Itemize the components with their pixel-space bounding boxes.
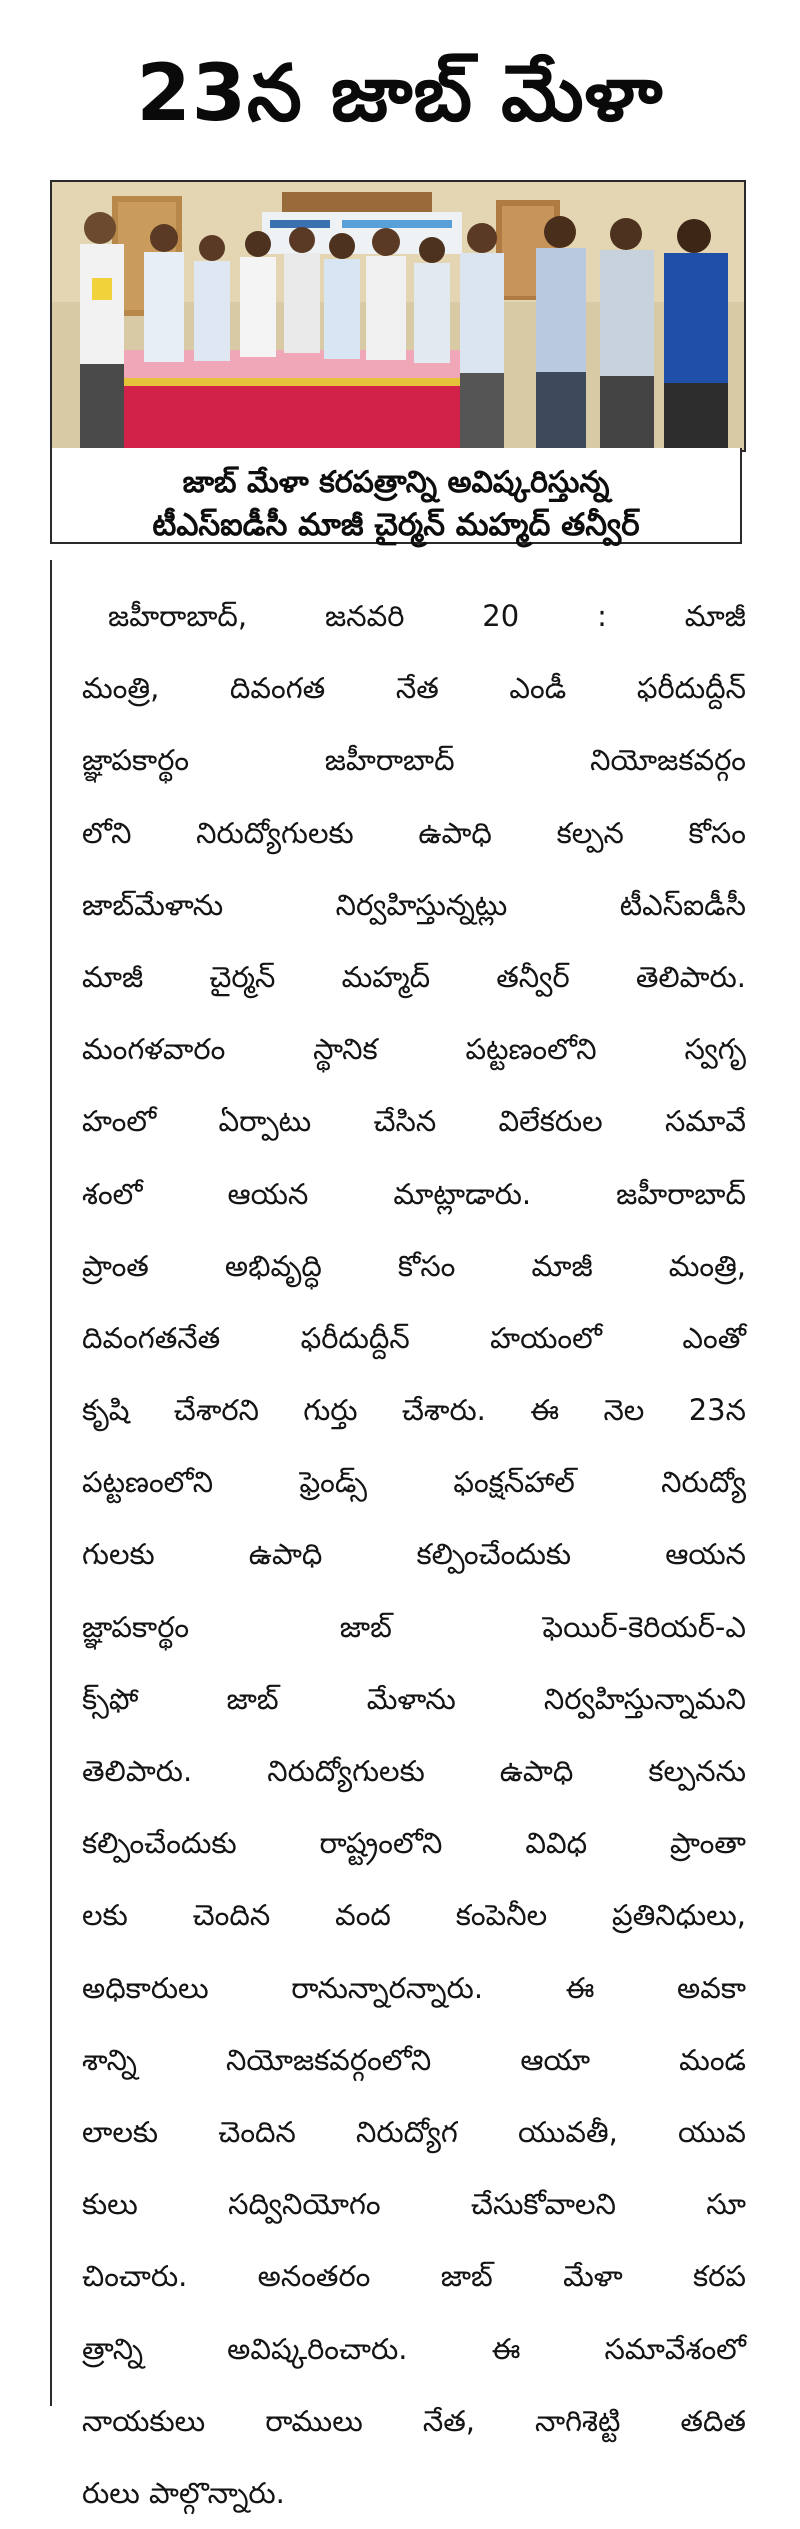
article-line: తెలిపారు. నిరుద్యోగులకు ఉపాధి కల్పనను: [82, 1754, 746, 1788]
caption-line-1: జాబ్ మేళా కరపత్రాన్ని అవిష్కరిస్తున్న: [182, 465, 610, 500]
photo-caption: [50, 448, 742, 544]
article-line: అధికారులు రానున్నారన్నారు. ఈ అవకా: [82, 1970, 746, 2005]
article-line: నాయకులు రాములు నేత, నాగిశెట్టి తదిత: [82, 2403, 746, 2438]
article-line: మాజీ చైర్మన్ మహ్మద్ తన్వీర్ తెలిపారు.: [82, 959, 746, 994]
article-line: హంలో ఏర్పాటు చేసిన విలేకరుల సమావే: [82, 1104, 746, 1139]
article-body: [82, 580, 746, 2529]
article-line: లకు చెందిన వంద కంపెనీల ప్రతినిధులు,: [82, 1898, 746, 1933]
news-photo: [50, 180, 746, 452]
article-line: మంత్రి, దివంగత నేత ఎండీ ఫరీదుద్దీన్: [82, 671, 746, 706]
article-line: జ్ఞాపకార్థం జాబ్ ఫెయిర్-కెరియర్-ఎ: [82, 1609, 746, 1644]
article-line: రులు పాల్గొన్నారు.: [82, 2475, 285, 2510]
article-line: జహీరాబాద్, జనవరి 20 : మాజీ: [108, 599, 746, 633]
group-photo-icon: [52, 182, 744, 450]
article-line: కృషి చేశారని గుర్తు చేశారు. ఈ నెల 23న: [82, 1393, 746, 1428]
article-line: జాబ్‌మేళాను నిర్వహిస్తున్నట్లు టీఎస్ఐడీసీ: [82, 887, 746, 922]
article-line: క్స్‌ఫో జాబ్ మేళాను నిర్వహిస్తున్నామని: [82, 1681, 746, 1716]
article-line: శంలో ఆయన మాట్లాడారు. జహీరాబాద్: [82, 1176, 746, 1211]
article-line: చించారు. అనంతరం జాబ్ మేళా కరప: [82, 2259, 746, 2294]
article-line: ప్రాంత అభివృద్ధి కోసం మాజీ మంత్రి,: [82, 1248, 746, 1283]
article-line: మంగళవారం స్థానిక పట్టణంలోని స్వగృ: [82, 1032, 746, 1067]
article-line: లాలకు చెందిన నిరుద్యోగ యువతీ, యువ: [82, 2114, 746, 2149]
article-line: పట్టణంలోని ఫ్రెండ్స్ ఫంక్షన్‌హాల్ నిరుద్యో: [82, 1465, 746, 1500]
article-line: త్రాన్ని అవిష్కరించారు. ఈ సమావేశంలో: [82, 2331, 746, 2366]
article-line: శాన్ని నియోజకవర్గంలోని ఆయా మండ: [82, 2042, 746, 2077]
caption-line-2: టీఎస్ఐడీసీ మాజీ చైర్మన్ మహ్మద్ తన్వీర్: [152, 507, 640, 543]
article-line: దివంగతనేత ఫరీదుద్దీన్ హయంలో ఎంతో: [82, 1320, 746, 1355]
article-line: లోని నిరుద్యోగులకు ఉపాధి కల్పన కోసం: [82, 815, 746, 850]
column-rule: [50, 560, 52, 2406]
article-line: జ్ఞాపకార్థం జహీరాబాద్ నియోజకవర్గం: [82, 743, 746, 778]
article-line: కల్పించేందుకు రాష్ట్రంలోని వివిధ ప్రాంతా: [82, 1826, 746, 1861]
article-line: గులకు ఉపాధి కల్పించేందుకు ఆయన: [82, 1537, 746, 1572]
article-line: కులు సద్వినియోగం చేసుకోవాలని సూ: [82, 2187, 746, 2222]
headline: 23న జాబ్ మేళా: [136, 49, 664, 139]
